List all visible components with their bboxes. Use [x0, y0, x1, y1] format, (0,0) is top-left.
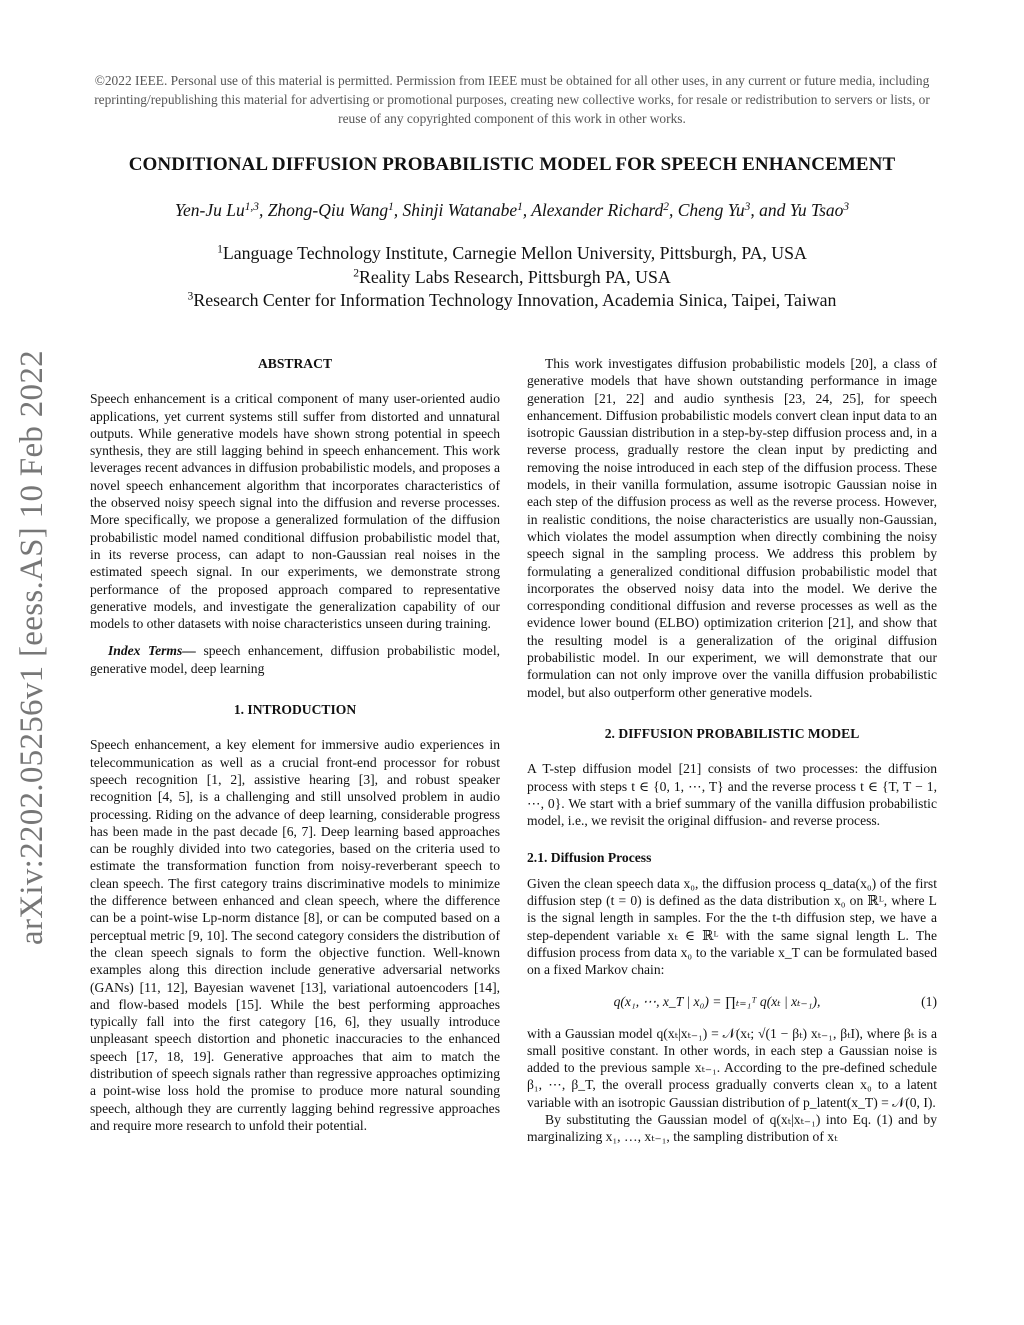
section21-heading: 2.1. Diffusion Process [527, 850, 652, 866]
paper-title: CONDITIONAL DIFFUSION PROBABILISTIC MODEL FOR SPEECH ENHANCEMENT [128, 154, 896, 175]
intro-continued-text: This work investigates diffusion probabilistic models [20], a class of generative models that have shown outstanding performance in image generation [21, 22] and audio synthesis [23, 24, 25], for speech enhancement. Diffusion probabilistic models convert clean input data to an isotropic Gaussian distribution in a step-by-step diffusion process and, in a reverse process, gradually restore the clean input by predicting and removing the noise introduced in each step of the diffusion process. These models, in their vanilla formulation, assume isotropic Gaussian noise in each step of the diffusion process as well as the reverse process. However, in realistic conditions, the noise characteristics are usually non-Gaussian, which violates the model assumption when directly combining the noisy speech signal in the sampling process. We address this problem by formulating a generalized conditional diffusion probabilistic model that incorporates the observed noisy data into the model. We derive the corresponding conditional diffusion and reverse processes as well as the evidence lower bound (ELBO) optimization criterion [21], and show that the resulting model is a generalization of the original diffusion probabilistic model. In our experiment, we will demonstrate that our formulation can not only improve over the vanilla diffusion probabilistic model, but also outperform other generative models. [527, 356, 937, 700]
author: Alexander Richard$^2$, [531, 200, 678, 220]
introduction-heading: 1. INTRODUCTION [233, 702, 357, 718]
author: Shinji Watanabe$^1$, [402, 200, 532, 220]
right-column [527, 355, 937, 1146]
equation-number: (1) [921, 993, 937, 1009]
section21-last-paragraph: By substituting the Gaussian model of q(xₜ|xₜ₋₁) into Eq. (1) and by marginalizing x₁, …, xₜ₋₁, the sampling distribution of xₜ [527, 1111, 937, 1145]
author-list [60, 200, 964, 221]
arxiv-side-stamp: arXiv:2202.05256v1 [eess.AS] 10 Feb 2022 [14, 350, 50, 945]
author: Yen-Ju Lu$^{1,3}$, [174, 200, 268, 220]
section2-text: A T-step diffusion model [21] consists of two processes: the diffusion process with steps t ∈ {0, 1, ⋯, T} and the reverse process t ∈ {T, T − 1, ⋯, 0}. We start with a brief summary of the vanilla diffusion probabilistic model, i.e., we revisit the original diffusion- and reverse process. [527, 761, 937, 829]
author: Cheng Yu$^3$, and [677, 200, 790, 220]
copyright-notice: ©2022 IEEE. Personal use of this material is permitted. Permission from IEEE must be obtained for all other uses, in any current or future media, including reprinting/republishing this material for advertising or promotional purposes, creating new collective works, for resale or redistribution to servers or lists, or reuse of any copyrighted component of this work in other works. [94, 73, 930, 126]
author: Yu Tsao$^3$ [789, 200, 850, 220]
abstract-heading: ABSTRACT [257, 356, 333, 371]
section21-after-equation: with a Gaussian model q(xₜ|xₜ₋₁) = 𝒩(xₜ; √(1 − βₜ) xₜ₋₁, βₜI), where βₜ is a small positive constant. In other words, in each step a Gaussian noise is added to the previous sample xₜ₋₁. According to the pre-defined schedule β₁, ⋯, β_T, the overall process gradually converts clean x₀ to a latent variable with an isotropic Gaussian distribution of p_latent(x_T) = 𝒩(0, I). [527, 1025, 937, 1110]
index-terms: Index Terms— speech enhancement, diffusion probabilistic model, generative model, deep learning [90, 643, 500, 676]
equation-body: q(x₁, ⋯, x_T | x₀) = ∏ₜ₌₁ᵀ q(xₜ | xₜ₋₁), [613, 993, 821, 1009]
affiliation: $^2$Reality Labs Research, Pittsburgh PA, USA [353, 266, 671, 287]
affiliation: $^1$Language Technology Institute, Carnegie Mellon University, Pittsburgh, PA, USA [217, 242, 807, 263]
section21-text: Given the clean speech data x₀, the diffusion process q_data(x₀) of the first diffusion step (t = 0) is defined as the data distribution x₀ on ℝᴸ, where L is the signal length in samples. For the the t-th diffusion step, we have a step-dependent variable xₜ ∈ ℝᴸ with the same signal length L. The diffusion process from data x₀ to the variable x_T can be formulated based on a fixed Markov chain: [527, 875, 937, 978]
section2-heading: 2. DIFFUSION PROBABILISTIC MODEL [604, 725, 860, 741]
left-column [90, 355, 500, 1134]
equation-1 [527, 979, 937, 1025]
author: Zhong-Qiu Wang$^1$, [267, 200, 403, 220]
affiliation-list [60, 242, 964, 313]
introduction-text: Speech enhancement, a key element for immersive audio experiences in telecommunication as well as a crucial front-end processor for robust speech recognition [1, 2], assistive hearing [3], and robust speaker recognition [4, 5], is a challenging and still unsolved problem in audio processing. Riding on the advance of deep learning, considerable progress has been made in the past decade [6, 7]. Deep learning based approaches can be roughly divided into two categories, based on the criteria used to estimate the transformation function from noisy-reverberant speech to clean speech. The first category trains discriminative models to minimize the difference between enhanced and clean speech, where the difference can be a point-wise Lp-norm distance [8], or can be computed based on a perceptual metric [9, 10]. The second category considers the distribution of the clean speech signals to form the objective function. Well-known examples along this direction include generative adversarial networks (GANs) [11, 12], Bayesian wavenet [13], variational autoencoders [14], and flow-based models [15]. While the best performing approaches typically fall into the first category [16, 6], they usually introduce unpleasant speech distortion and phonetic inaccuracies to the enhanced speech [17, 18, 19]. Generative approaches that aim to match the distribution of speech signals rather than regressive approaches optimizing a point-wise loss hold the promise to produce more natural sounding speech, although they are currently lagging behind regressive approaches and require more research to unfold their potential. [90, 737, 500, 1133]
affiliation: $^3$Research Center for Information Technology Innovation, Academia Sinica, Taipei, Taiwan [187, 289, 837, 310]
abstract-text: Speech enhancement is a critical component of many user-oriented audio applications, yet current systems still suffer from distorted and unnatural outputs. While generative models have shown strong potential in speech synthesis, they are still lagging behind in speech enhancement. This work leverages recent advances in diffusion probabilistic models, and proposes a novel speech enhancement algorithm that incorporates characteristics of the observed noisy speech signal into the diffusion and reverse processes. More specifically, we propose a generalized formulation of the diffusion probabilistic model named conditional diffusion probabilistic model that, in its reverse process, can adapt to non-Gaussian real noises in the estimated speech signal. In our experiments, we demonstrate strong performance of the proposed approach compared to representative generative models, and investigate the generalization capability of our models to other datasets with noise characteristics unseen during training. [90, 391, 500, 632]
